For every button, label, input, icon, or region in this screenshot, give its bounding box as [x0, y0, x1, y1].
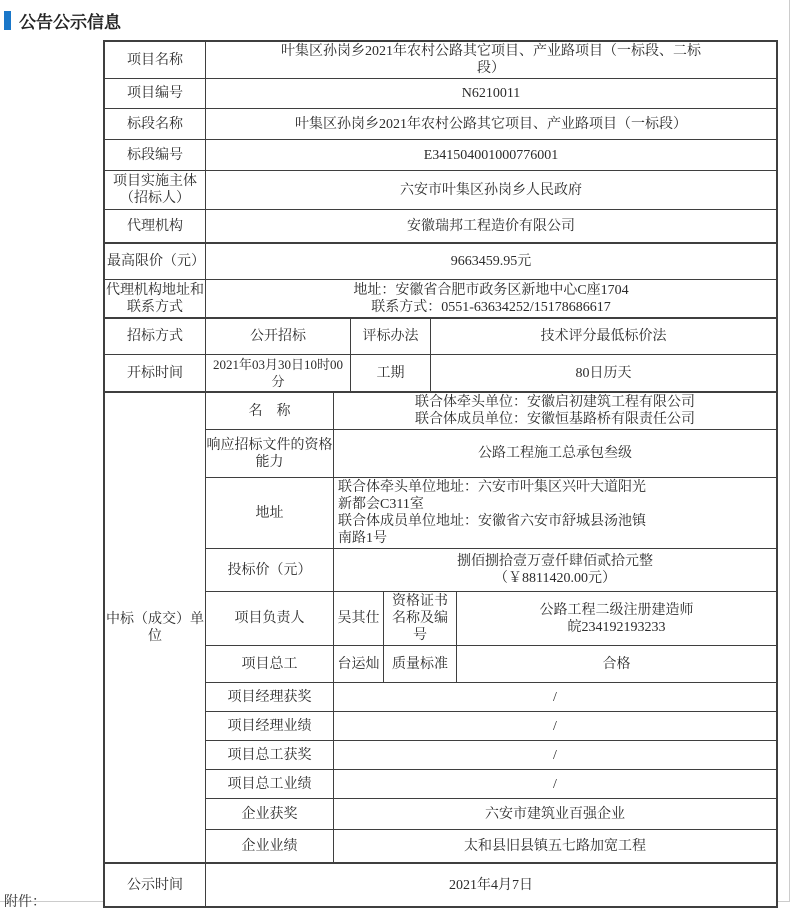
- row-value: 9663459.95元: [205, 244, 776, 279]
- winner-section: [105, 391, 776, 862]
- row-label: 项目经理获奖: [227, 689, 312, 705]
- row-label: [206, 430, 333, 477]
- row-label: 项目总工: [241, 656, 298, 672]
- row-label: 企业业绩: [241, 838, 298, 854]
- row-company-performance: [206, 829, 776, 862]
- text-line: 号: [413, 628, 427, 643]
- row-manager-performance: [206, 711, 776, 740]
- row-value: N6210011: [205, 79, 776, 108]
- text-line: 项目实施主体: [113, 174, 197, 189]
- text-line: 段）: [477, 61, 505, 76]
- text-line: 公路工程二级注册建造师: [539, 602, 694, 618]
- quality-standard-label: 质量标准: [383, 646, 456, 682]
- row-section-name: [105, 108, 776, 139]
- row-section-code: [105, 139, 776, 170]
- row-chief-performance: [206, 769, 776, 798]
- text-line: 能力: [255, 454, 284, 470]
- page-header: [4, 8, 121, 33]
- row-label: [105, 171, 205, 209]
- text-line: 新都会C311室: [338, 497, 424, 512]
- text-line: 地址：安徽省合肥市政务区新地中心C座1704: [353, 282, 629, 298]
- row-agency-contact: [105, 279, 776, 317]
- text-line: （招标人）: [120, 191, 190, 206]
- attachment-label: 附件：: [4, 895, 46, 910]
- text-line: 联合体牵头单位地址：六安市叶集区兴叶大道阳光: [338, 480, 646, 495]
- row-publicity-time: [105, 862, 776, 906]
- row-value: [333, 393, 776, 429]
- row-label: 项目负责人: [234, 611, 305, 626]
- page-title: 公告公示信息: [19, 13, 121, 32]
- chief-name: 台运灿: [333, 646, 383, 682]
- row-label: 项目名称: [127, 52, 183, 68]
- row-value: 叶集区孙岗乡2021年农村公路其它项目、产业路项目（一标段）: [205, 109, 776, 139]
- row-label: 地址: [255, 505, 284, 521]
- row-value: /: [333, 712, 776, 740]
- row-value: [333, 549, 776, 591]
- row-chief-engineer: [206, 645, 776, 682]
- row-bid-method: [105, 317, 776, 354]
- winner-section-label: [105, 393, 205, 862]
- row-agency: [105, 209, 776, 242]
- row-chief-award: [206, 740, 776, 769]
- eval-method-value: 技术评分最低标价法: [430, 319, 776, 354]
- text-line: （￥8811420.00元）: [494, 571, 616, 586]
- text-line: 南路1号: [338, 531, 387, 546]
- row-open-time: [105, 354, 776, 391]
- row-value: [205, 42, 776, 78]
- row-value: 2021年4月7日: [205, 864, 776, 906]
- row-label: 投标价（元）: [227, 562, 312, 578]
- announcement-table: [103, 40, 778, 908]
- manager-name: 吴其仕: [333, 592, 383, 645]
- row-company-award: [206, 798, 776, 829]
- row-max-price: [105, 242, 776, 279]
- winner-rows: [205, 393, 776, 862]
- text-line: 联系方式: [127, 299, 183, 315]
- row-label: 公示时间: [127, 877, 183, 893]
- row-value: 六安市建筑业百强企业: [333, 799, 776, 829]
- quality-standard-value: 合格: [456, 646, 776, 682]
- row-value: /: [333, 683, 776, 711]
- row-value: 公路工程施工总承包叁级: [333, 430, 776, 477]
- row-label: 招标方式: [127, 329, 183, 344]
- duration-label: 工期: [350, 355, 430, 391]
- cert-label: [383, 592, 456, 645]
- row-label: 项目经理业绩: [227, 718, 312, 734]
- row-project-manager: [206, 591, 776, 645]
- row-label: 名 称: [248, 403, 291, 419]
- row-winner-name: [206, 393, 776, 429]
- row-value: E341504001000776001: [205, 140, 776, 170]
- eval-method-label: 评标办法: [350, 319, 430, 354]
- row-qualification: [206, 429, 776, 477]
- text-line: 名称及编: [392, 611, 448, 626]
- text-line: 资格证书: [392, 594, 448, 609]
- duration-value: 80日历天: [430, 355, 776, 391]
- row-value: /: [333, 770, 776, 798]
- bid-method-value: 公开招标: [205, 319, 350, 354]
- row-project-name: [105, 42, 776, 78]
- text-line: 联合体牵头单位：安徽启初建筑工程有限公司: [415, 395, 695, 410]
- row-value: /: [333, 741, 776, 769]
- text-line: 联合体成员单位地址：安徽省六安市舒城县汤池镇: [338, 514, 646, 529]
- text-line: 联系方式：0551-63634252/15178686617: [371, 299, 611, 315]
- row-label: 最高限价（元）: [107, 254, 205, 269]
- row-label: 代理机构: [127, 218, 183, 234]
- row-winner-address: [206, 477, 776, 548]
- row-value: 太和县旧县镇五七路加宽工程: [333, 830, 776, 862]
- open-time-value: 2021年03月30日10时00分: [205, 355, 350, 391]
- row-label: 标段名称: [127, 116, 183, 132]
- row-label: 开标时间: [127, 365, 183, 381]
- row-label: [105, 280, 205, 317]
- row-value: [205, 280, 776, 317]
- text-line: 响应招标文件的资格: [206, 437, 333, 453]
- row-label: 企业获奖: [241, 806, 298, 822]
- row-label: 标段编号: [127, 147, 183, 163]
- text-line: 中标（成交）单: [106, 611, 204, 627]
- text-line: 位: [148, 628, 162, 644]
- row-project-code: [105, 78, 776, 108]
- text-line: 叶集区孙岗乡2021年农村公路其它项目、产业路项目（一标段、二标: [281, 44, 701, 59]
- title-accent-bar: [4, 11, 11, 30]
- row-value: 六安市叶集区孙岗乡人民政府: [205, 171, 776, 209]
- row-label: 项目总工获奖: [227, 747, 312, 763]
- row-label: 项目总工业绩: [227, 776, 312, 792]
- row-implementer: [105, 170, 776, 209]
- row-manager-award: [206, 682, 776, 711]
- row-value: [333, 478, 776, 548]
- row-label: 项目编号: [127, 86, 183, 101]
- row-value: 安徽瑞邦工程造价有限公司: [205, 210, 776, 242]
- text-line: 代理机构地址和: [106, 282, 204, 298]
- text-line: 捌佰捌拾壹万壹仟肆佰贰拾元整: [457, 554, 653, 569]
- text-line: 联合体成员单位：安徽恒基路桥有限责任公司: [415, 412, 695, 427]
- text-line: 皖234192193233: [567, 619, 666, 635]
- cert-value: [456, 592, 776, 645]
- row-bid-price: [206, 548, 776, 591]
